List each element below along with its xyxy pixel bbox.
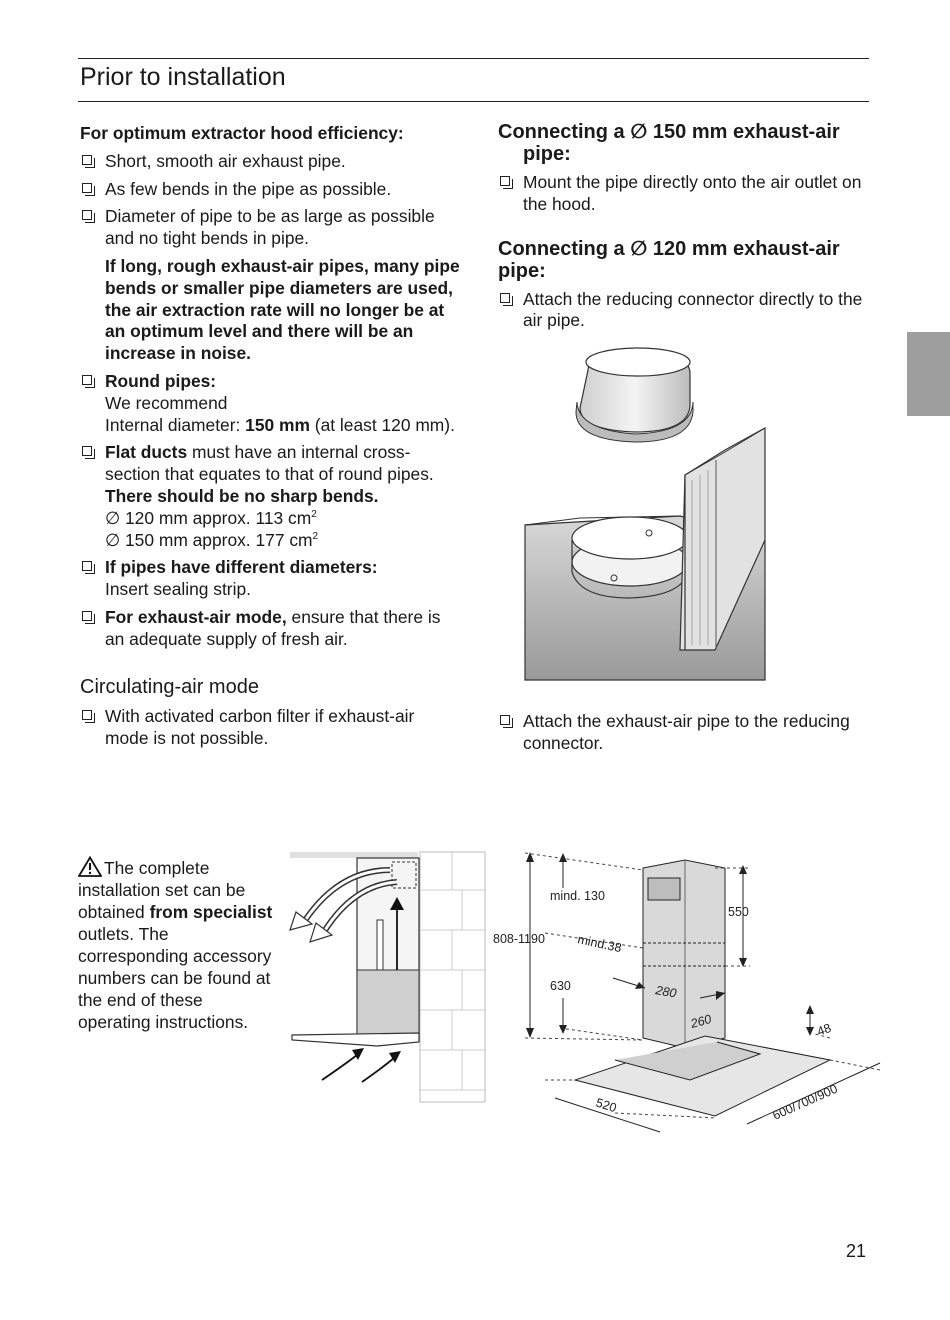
checkbox-icon [500, 176, 510, 186]
warning-icon [78, 856, 102, 877]
round-pipes-item: Round pipes: We recommend Internal diameter: 150 mm (at least 120 mm). [80, 371, 460, 436]
dim-widths: 600/700/900 [770, 1081, 840, 1123]
circulating-air-figure [282, 850, 487, 1105]
checkbox-icon [82, 210, 92, 220]
dim-260: 260 [689, 1011, 713, 1031]
flat-ducts-label: Flat ducts [105, 442, 188, 463]
connect-120-heading: Connecting a ∅ 120 mm exhaust-air pipe: [498, 237, 840, 282]
checkbox-icon [82, 446, 92, 456]
recommended-diameter: 150 mm [245, 414, 310, 435]
page-number: 21 [846, 1241, 867, 1261]
checkbox-icon [500, 715, 510, 725]
no-sharp-bends: There should be no sharp bends. [105, 485, 379, 506]
connect-150-item: Mount the pipe directly onto the air outlet on the hood. [498, 172, 883, 216]
checkbox-icon [82, 561, 92, 571]
round-pipes-label: Round pipes: [105, 370, 217, 391]
section-tab [907, 332, 950, 416]
dimensions-figure [485, 848, 885, 1138]
checkbox-icon [82, 375, 92, 385]
reducing-connector-figure [520, 340, 770, 685]
checkbox-icon [82, 710, 92, 720]
circulating-air-heading: Circulating-air mode [80, 675, 259, 698]
checkbox-icon [82, 155, 92, 165]
checkbox-icon [500, 293, 510, 303]
list-item: As few bends in the pipe as possible. [80, 179, 460, 201]
dim-550: 550 [728, 905, 749, 919]
dim-520: 520 [594, 1095, 619, 1116]
dim-min-38: mind.38 [576, 932, 623, 956]
efficiency-warning: If long, rough exhaust-air pipes, many pipe bends or smaller pipe diameters are used, the air extraction rate will no longer be at an optimum level and there will be an increase in noise. [105, 255, 460, 364]
left-column [80, 123, 460, 756]
checkbox-icon [82, 611, 92, 621]
different-diameters-item: If pipes have different diameters: Insert sealing strip. [80, 557, 460, 601]
dim-48: 48 [815, 1020, 834, 1039]
flat-ducts-item: Flat ducts must have an internal cross-section that equates to that of round pipes. There should be no sharp bends. ∅ 120 mm approx. 113 $cm^2$ ∅ 150 mm approx. 177 $cm^2$ [80, 442, 460, 551]
top-rule [78, 58, 869, 59]
attach-pipe-item: Attach the exhaust-air pipe to the reducing connector. [498, 711, 883, 761]
list-item: Diameter of pipe to be as large as possible and no tight bends in pipe. [80, 206, 460, 250]
dim-280: 280 [654, 983, 678, 1001]
dim-630: 630 [550, 979, 571, 993]
circulating-air-item: With activated carbon filter if exhaust-air mode is not possible. [80, 706, 460, 750]
connect-120-item: Attach the reducing connector directly to the air pipe. [498, 289, 883, 333]
page-title: Prior to installation [80, 63, 286, 91]
dim-range: 808-1190 [493, 932, 545, 946]
exhaust-mode-item: For exhaust-air mode, ensure that there is an adequate supply of fresh air. [80, 607, 460, 651]
dim-min-130: mind. 130 [550, 889, 605, 903]
checkbox-icon [82, 183, 92, 193]
header-rule [78, 101, 869, 102]
installation-set-note: The complete installation set can be obtained from specialist outlets. The corresponding accessory numbers can be found at the end of these operating instructions. [78, 858, 273, 1032]
connect-150-heading: Connecting a ∅ 150 mm exhaust-air pipe: [498, 121, 840, 165]
list-item: Short, smooth air exhaust pipe. [80, 151, 460, 173]
efficiency-heading: For optimum extractor hood efficiency: [80, 123, 404, 143]
right-column [498, 121, 883, 338]
